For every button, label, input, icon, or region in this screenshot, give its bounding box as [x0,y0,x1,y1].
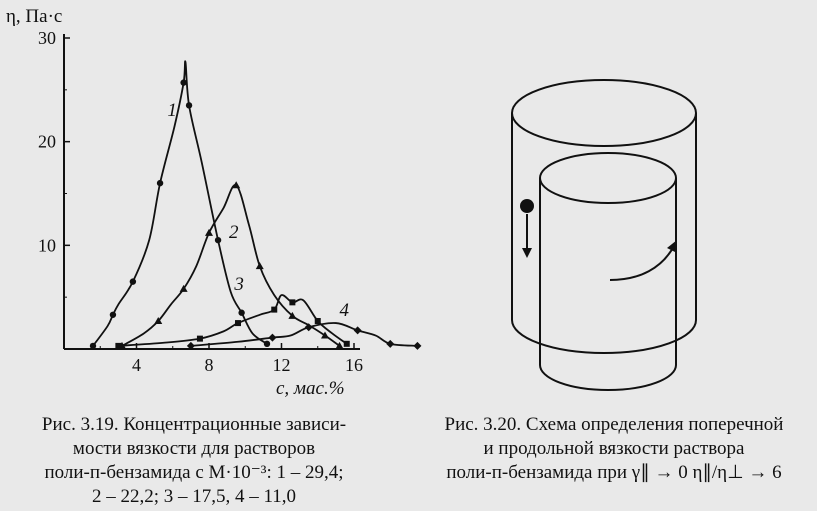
data-point [235,320,241,326]
data-point [157,180,163,186]
falling-ball-arrowhead [522,248,532,258]
caption-line: Рис. 3.20. Схема определения поперечной [444,414,784,435]
data-point [186,102,192,108]
data-point [215,237,221,243]
series-2 [118,181,344,349]
data-point [321,332,329,339]
data-point [197,336,203,342]
data-point [289,299,295,305]
data-point [344,341,350,347]
y-tick-label: 30 [38,28,56,48]
data-point [238,310,244,316]
data-point [232,181,240,188]
y-tick-label: 20 [38,131,56,152]
falling-ball [520,199,534,213]
cylinder-diagram [512,80,696,390]
series-label: 2 [228,222,239,244]
fig-3-20-caption [418,413,810,485]
caption-line: мости вязкости для растворов [72,438,316,459]
caption-line: 2 – 22,2; 3 – 17,5, 4 – 11,0 [91,486,297,507]
data-point [130,278,136,284]
data-point [256,262,264,269]
inner-cylinder-bottom [540,365,676,390]
data-point [271,307,277,313]
chart-series [90,61,422,350]
data-point [386,340,394,348]
series-label: 3 [234,273,244,295]
x-tick-label: 16 [345,355,363,375]
chart-axes [38,28,363,375]
data-point [205,229,213,236]
caption-line: Рис. 3.19. Концентрационные зависи- [41,414,347,435]
outer-cylinder-top [512,80,696,146]
data-point [264,341,270,347]
x-axis-label: c, мас.% [276,378,345,399]
fig-3-19-caption [4,413,384,509]
caption-line: и продольной вязкости раствора [483,438,745,459]
data-point [315,318,321,324]
y-tick-label: 10 [38,235,56,256]
series-line [118,295,346,346]
y-axis-label: η, Па·с [6,6,63,27]
series-line [93,61,267,346]
x-tick-label: 8 [204,355,214,375]
rotation-arrow [610,246,674,280]
series-4 [187,300,422,350]
series-line [191,323,418,346]
x-tick-label: 12 [272,355,291,375]
series-3 [115,274,349,349]
data-point [354,326,362,334]
series-label: 1 [167,99,177,121]
data-point [180,79,186,85]
data-point [110,312,116,318]
x-tick-label: 4 [132,355,141,375]
caption-line: поли-п-бензамида при γ∥ → 0 η∥/η⊥ → 6 [446,462,782,483]
caption-line: поли-п-бензамида с M·10⁻³: 1 – 29,4; [44,462,344,483]
data-point [268,334,276,342]
data-point [413,342,421,350]
data-point [90,343,96,349]
data-point [115,343,121,349]
series-label: 4 [339,299,349,321]
inner-cylinder-top [540,153,676,203]
